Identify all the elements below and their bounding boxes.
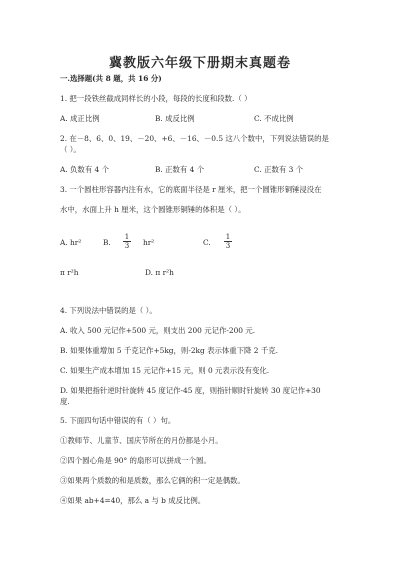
question-1-option-c[interactable]: C. 不成比例: [254, 114, 294, 123]
question-3-option-b-label[interactable]: B.: [103, 238, 111, 247]
question-3-option-c-label[interactable]: C.: [203, 238, 211, 247]
fraction-denominator: 3: [225, 242, 231, 250]
fraction-numerator: 1: [225, 233, 231, 241]
fraction-denominator: 3: [124, 242, 130, 250]
question-2-stem-line1: 2. 在－8、6、0、19、－20、+6、－16、－0.5 这八个数中，下列说法错误的是: [60, 134, 329, 143]
question-2-stem-line2: （ ）。: [60, 145, 81, 154]
question-1-stem: 1. 把一段铁丝截成同样长的小段，每段的长度和段数.（ ）: [60, 94, 252, 103]
question-4-stem: 4. 下列说法中错误的是（ ）。: [60, 306, 157, 315]
question-2-option-b[interactable]: B. 正数有 4 个: [155, 165, 205, 174]
question-4-option-c[interactable]: C. 如果生产成本增加 15 元记作+15 元，则 0 元表示没有变化.: [60, 366, 270, 375]
question-5-item-1: ①教师节、儿童节、国庆节所在的月份都是小月。: [60, 436, 223, 445]
question-3-option-a[interactable]: A. hr²: [60, 238, 82, 247]
question-1-option-a[interactable]: A. 成正比例: [60, 114, 100, 123]
question-5-stem: 5. 下面四句话中错误的有（ ）句。: [60, 416, 176, 425]
page-title: 冀教版六年级下册期末真题卷: [108, 56, 291, 71]
question-5-item-4: ④如果 ab+4=40，那么 a 与 b 成反比例。: [60, 496, 206, 505]
question-1-option-b[interactable]: B. 成反比例: [155, 114, 195, 123]
question-2-option-a[interactable]: A. 负数有 4 个: [60, 165, 109, 174]
question-3-option-b-fraction: [122, 233, 132, 250]
question-3-option-d[interactable]: D. π r²h: [145, 268, 174, 277]
question-3-option-b-tail: hr²: [143, 238, 155, 247]
question-3-stem-line2: 水中，水面上升 h 厘米，这个圆锥形铜锤的体积是（ ）。: [60, 205, 246, 214]
question-4-option-b[interactable]: B. 如果体重增加 5 千克记作+5kg，则-2kg 表示体重下降 2 千克.: [60, 346, 278, 355]
fraction-numerator: 1: [124, 233, 130, 241]
section-heading: 一.选择题(共 8 题，共 16 分): [60, 74, 162, 83]
question-5-item-3: ③如果两个质数的和是质数，那么它俩的积一定是偶数。: [60, 476, 245, 485]
question-3-option-c-fraction: [223, 233, 233, 250]
question-4-option-a[interactable]: A. 收入 500 元记作+500 元，则支出 200 元记作-200 元.: [60, 326, 256, 335]
question-4-option-d[interactable]: D. 如果把指针逆时针旋转 45 度记作-45 度，则指针顺时针旋转 30 度记作+30: [60, 386, 321, 395]
question-2-option-c[interactable]: C. 正数有 3 个: [254, 165, 304, 174]
question-5-item-2: ②四个圆心角是 90° 的扇形可以拼成一个圆。: [60, 456, 211, 465]
question-4-option-d-continued: 度.: [60, 397, 70, 406]
question-3-stem-line1: 3. 一个圆柱形容器内注有水，它的底面半径是 r 厘米，把一个圆锥形铜锤浸没在: [60, 185, 322, 194]
question-3-option-c-tail: π r²h: [60, 268, 79, 277]
